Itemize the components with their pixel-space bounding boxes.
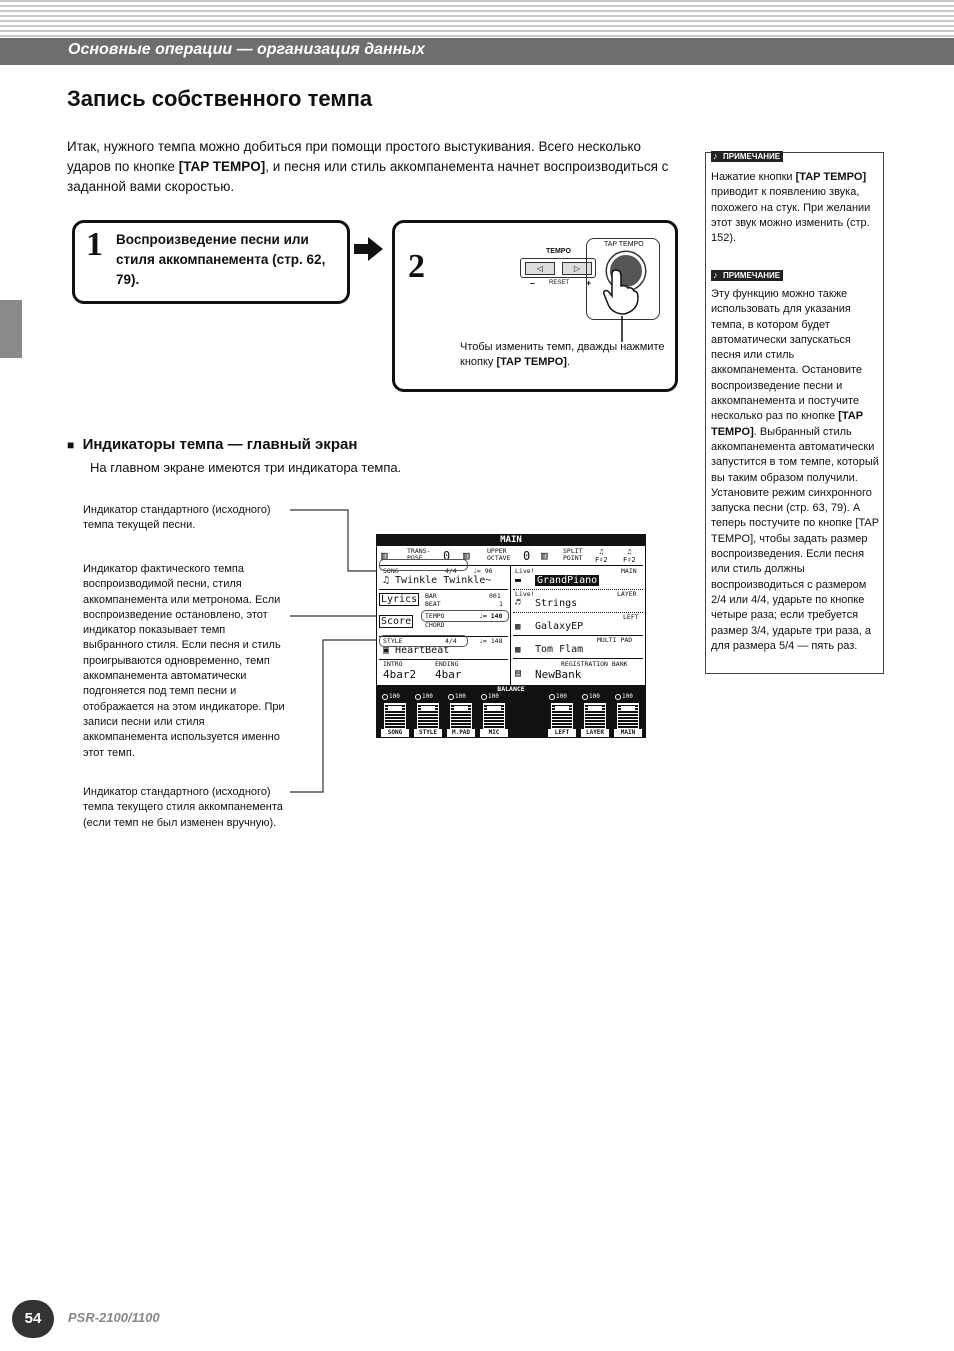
fader-mpad[interactable]: 100 M.PAD [447,693,475,737]
minus-sign: – [530,278,536,288]
upper-octave-value[interactable]: 0 [523,549,531,563]
note-label: ♪ ПРИМЕЧАНИЕ [711,151,783,162]
callout-line [620,316,624,342]
fader-style[interactable]: 100 STYLE [414,693,442,737]
lcd-song-area[interactable]: SONG 4/4 ♩= 96 ♫ Twinkle Twinkle~ [379,567,508,590]
lcd-intro-ending[interactable]: INTRO ENDING 4bar2 4bar [383,660,462,681]
tap-tempo-label: TAP TEMPO [604,241,644,248]
step-1-number: 1 [86,226,103,263]
reset-label: RESET [549,280,570,286]
lcd-top-row: ▥ TRANS- POSE 0 ▥ UPPER OCTAVE 0 ▥ SPLIT POINT ♫ F♯2 ♫ F♯2 [379,548,643,566]
callout-actual-tempo: Индикатор фактического темпа воспроизводимой песни, стиля аккомпанемента или метронома. Если воспроизведение остановлено, этот индикатор показывает темп выбранного стиля. Если песня и стиль проигрываются одновременно, темп аккомпанемента автоматически подгоняется под темп песни и отображается на этом индикаторе. При записи песни или стиля аккомпанемента используется именно этот темп. [83,563,285,759]
bank-icon: ▤ [515,668,522,679]
fader-song[interactable]: 100 SONG [381,693,409,737]
section-title: ■ Индикаторы темпа — главный экран [67,436,358,453]
square-bullet-icon: ■ [67,438,75,452]
lcd-title: MAIN [377,535,645,546]
piano-icon: ▬ [515,575,522,586]
lcd-registration-bank[interactable]: REGISTRATION BANK ▤ NewBank [515,660,628,681]
keyboard-icon: ▥ [463,549,470,562]
drum-icon: ▦ [515,645,521,655]
tempo-plus-button[interactable]: ▷ [562,262,592,275]
transpose-value[interactable]: 0 [443,549,451,563]
actual-tempo-indicator [421,610,509,622]
tempo-value: ♩= 140 [479,612,503,620]
step-2-caption: Чтобы изменить темп, дважды нажмите кнопку [TAP TEMPO]. [460,341,665,368]
lcd-main-screen: MAIN ▥ TRANS- POSE 0 ▥ UPPER OCTAVE 0 ▥ SPLIT POINT ♫ F♯2 ♫ F♯2 SONG 4/4 ♩= 96 ♫ Twinkle Twinkle~ Lyrics Score BAR 001 BEAT 1 TEMPO ♩= 140 CHORD STYLE 4/4 ♩= 148 ▣ HeartBeat INTRO ENDING 4bar2 4bar Live! MAIN ▬ GrandPiano Live! LAYER ♬ Strings LEFT ▦ GalaxyEP MULTI PAD ▦ Tom Flam REGISTRATION BANK ▤ NewBank BALANCE 100 SONG 100 STYLE 100 M.PAD 100 MIC 100 LEFT 100 LAYER 100 MAIN [376,534,646,738]
model-name: PSR-2100/1100 [68,1310,160,1325]
split-point-2[interactable]: ♫ F♯2 [623,548,636,564]
song-tempo-indicator [379,559,468,571]
lyrics-button[interactable]: Lyrics [381,594,418,605]
fader-main[interactable]: 100 MAIN [614,693,642,737]
section-header: Основные операции — организация данных [68,41,425,58]
fader-layer[interactable]: 100 LAYER [581,693,609,737]
note-text: Эту функцию можно также использовать для указания темпа, в котором будет автоматически запускаться песня или стиль аккомпанемента. Остановите воспроизведение песни и аккомпанемента и постучите несколько раз по кнопке [TAP TEMPO]. Выбранный стиль аккомпанемента автоматически запустится в том темпе, который вы таким образом получили. Установите режим синхронного запуска песни (стр. 63, 79). А теперь постучите по кнопке [TAP TEMPO], чтобы задать размер воспроизведения. Если песня или стиль должны воспроизводиться с размером 2/4 или 4/4, ударьте по кнопке четыре раза; если требуется размер 3/4, ударьте три раза, а для размера 5/4 — пять раз. [711,288,879,652]
note-1 [711,146,881,246]
keyboard-icon: ▥ [381,549,388,562]
step-1-text: Воспроизведение песни или стиля аккомпанемента (стр. 62, 79). [116,232,326,287]
keyboard-icon: ▦ [515,622,521,632]
arrow-right-icon [354,237,384,261]
score-button[interactable]: Score [381,616,412,627]
fader-left[interactable]: 100 LEFT [548,693,576,737]
section-subtitle: На главном экране имеются три индикатора темпа. [90,460,402,475]
lcd-style-area[interactable]: STYLE 4/4 ♩= 148 ▣ HeartBeat [379,636,508,660]
page-number: 54 [12,1300,54,1338]
tempo-minus-button[interactable]: ◁ [525,262,555,275]
tempo-label: TEMPO [546,248,571,255]
intro-paragraph: Итак, нужного темпа можно добиться при помощи простого выстукивания. Всего несколько ударов по кнопке [TAP TEMPO], и песня или стиль аккомпанемента начнет воспроизводиться с заданной вами скоростью. [67,139,669,194]
step-2-number: 2 [408,248,425,285]
note-label: ♪ ПРИМЕЧАНИЕ [711,270,783,281]
music-note-icon: ♪ [713,270,718,280]
pointing-hand-icon [600,268,640,316]
header-stripes [0,0,954,38]
plus-sign: + [586,278,592,288]
style-tempo-indicator [379,635,468,647]
note-2 [711,265,881,654]
chapter-tab [0,300,22,358]
fader-mic[interactable]: 100 MIC [480,693,508,737]
strings-icon: ♬ [515,598,521,608]
lcd-voice-left[interactable]: LEFT ▦ GalaxyEP [513,613,643,636]
page-title: Запись собственного темпа [67,86,373,111]
callout-style-tempo: Индикатор стандартного (исходного) темпа текущего стиля аккомпанемента (если темп не был изменен вручную). [83,786,283,829]
callout-song-tempo: Индикатор стандартного (исходного) темпа текущей песни. [83,504,271,532]
split-point-1[interactable]: ♫ F♯2 [595,548,608,564]
note-text: Нажатие кнопки [TAP TEMPO] приводит к появлению звука, похожего на стук. При желании этот звук можно изменить (стр. 152). [711,171,871,245]
lcd-voice-main[interactable]: Live! MAIN ▬ GrandPiano [513,567,643,590]
lcd-multipad[interactable]: MULTI PAD ▦ Tom Flam [513,636,643,659]
lcd-voice-layer[interactable]: Live! LAYER ♬ Strings [513,590,643,613]
keyboard-icon: ▥ [541,549,548,562]
music-note-icon: ♪ [713,151,718,161]
